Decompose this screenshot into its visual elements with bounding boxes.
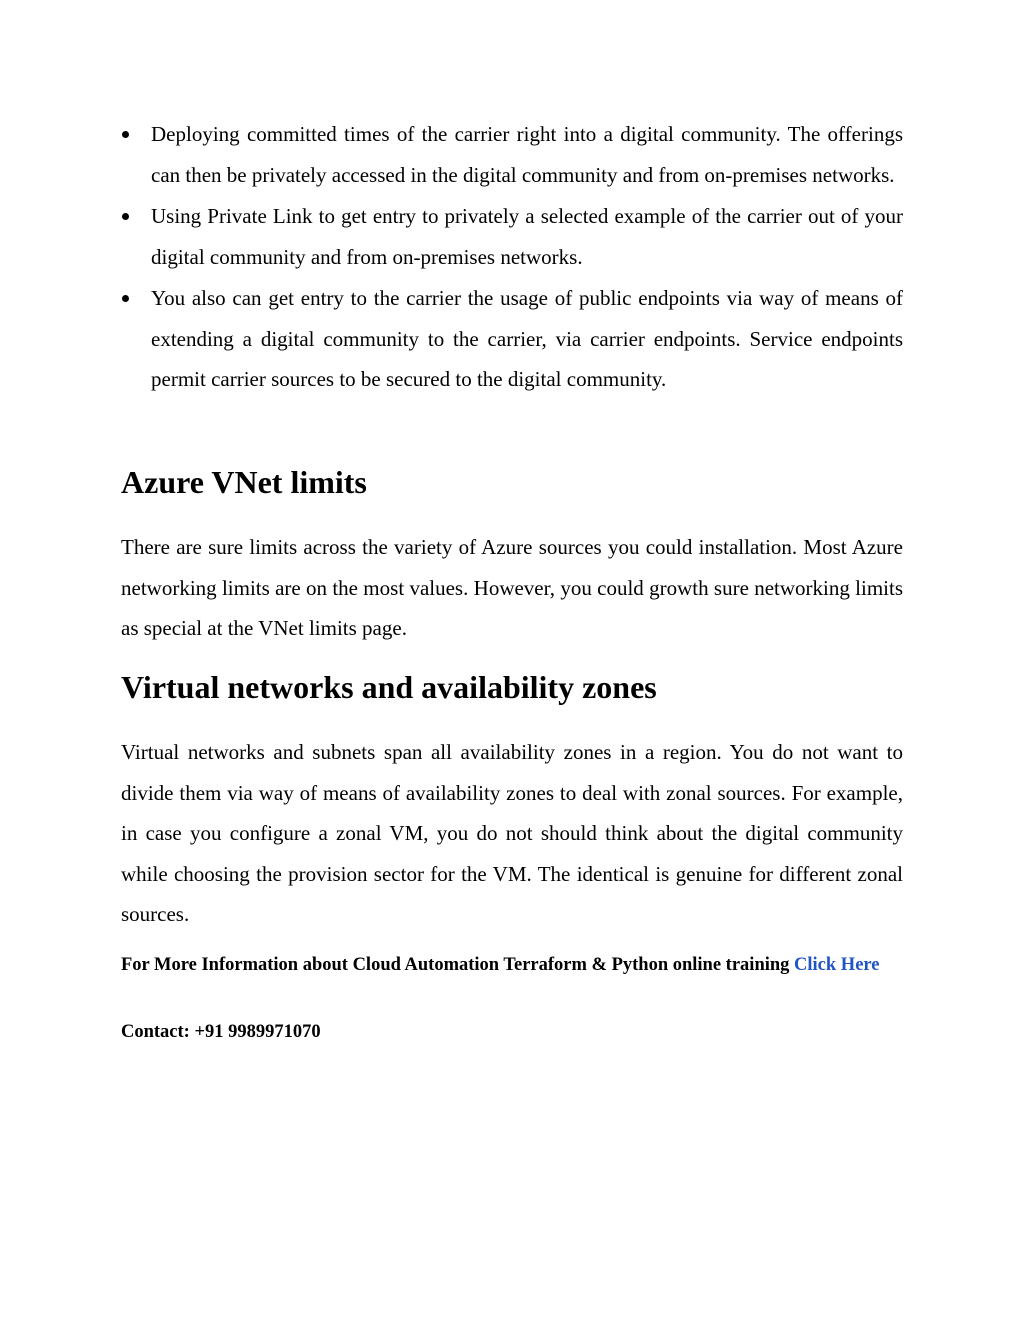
section-heading-availability-zones: Virtual networks and availability zones <box>121 669 657 705</box>
click-here-link[interactable]: Click Here <box>794 955 880 975</box>
bullet-list <box>121 114 903 401</box>
more-info-text: For More Information about Cloud Automation Terraform & Python online training <box>121 955 795 975</box>
bullet-icon <box>122 131 129 138</box>
contact-line: Contact: +91 9989971070 <box>121 1022 321 1042</box>
list-item-text: Using Private Link to get entry to privately a selected example of the carrier out of your digital community and from on-premises networks. <box>151 204 903 269</box>
section-heading-vnet-limits: Azure VNet limits <box>121 464 367 500</box>
paragraph-availability-zones: Virtual networks and subnets span all availability zones in a region. You do not want to divide them via way of means of availability zones to deal with zonal sources. For example, in case you configure a zonal VM, you do not should think about the digital community while choosing the provision sector for the VM. The identical is genuine for different zonal sources. <box>121 740 903 926</box>
list-item <box>121 196 903 277</box>
list-item-text: You also can get entry to the carrier the usage of public endpoints via way of means of extending a digital community to the carrier, via carrier endpoints. Service endpoints permit carrier sources to be secured to the digital community. <box>151 286 903 391</box>
more-info-line <box>121 954 903 977</box>
list-item <box>121 278 903 400</box>
paragraph-vnet-limits: There are sure limits across the variety of Azure sources you could installation. Most Azure networking limits are on the most values. However, you could growth sure networking limits as special at the VNet limits page. <box>121 535 903 640</box>
list-item-text: Deploying committed times of the carrier right into a digital community. The offerings can then be privately accessed in the digital community and from on-premises networks. <box>151 122 903 187</box>
bullet-icon <box>122 295 129 302</box>
list-item <box>121 114 903 195</box>
bullet-icon <box>122 213 129 220</box>
